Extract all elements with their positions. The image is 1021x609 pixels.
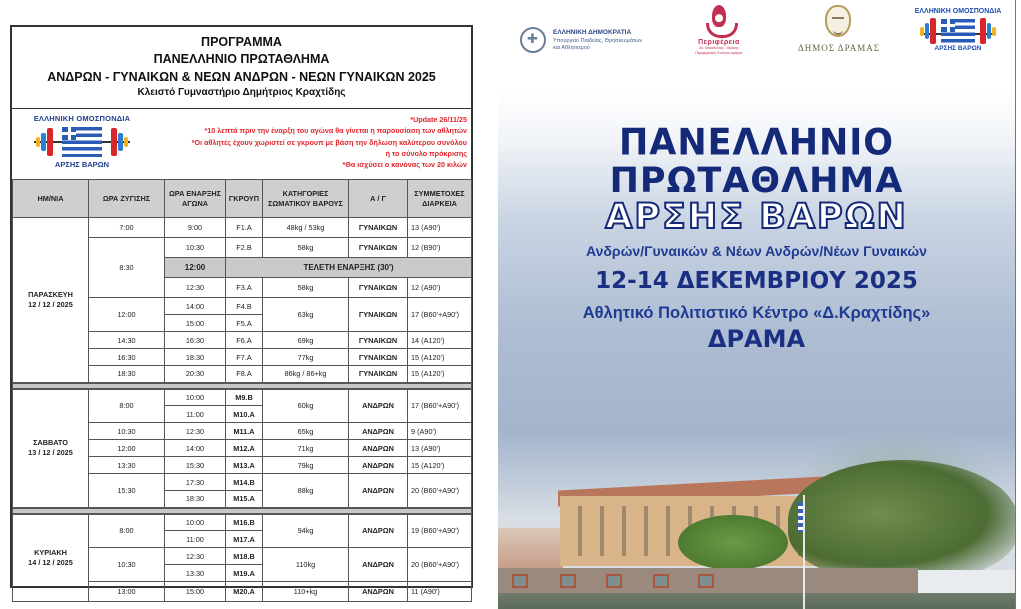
region-ornament-icon [704, 5, 734, 39]
table-row: 18:30 20:30 F8.A 86kg / 86+kg ΓΥΝΑΙΚΩΝ 15 (A120') [13, 366, 472, 383]
day-cell-saturday: ΣΑΒΒΑΤΟ 13 / 12 / 2025 [13, 389, 89, 508]
table-row: 12:30 F3.A 58kg ΓΥΝΑΙΚΩΝ 12 (A90') [13, 278, 472, 298]
table-row: 14:30 16:30 F6.A 69kg ΓΥΝΑΙΚΩΝ 14 (A120') [13, 332, 472, 349]
table-row: 13:00 15:00 M20.A 110+kg ΑΝΔΡΩΝ 11 (A90') [13, 582, 472, 602]
page-divider [1015, 0, 1016, 609]
poster-title-line1: ΠΑΝΕΛΛΗΝΙΟ [618, 122, 895, 164]
table-row: 10:30 12:30 M11.A 65kg ΑΝΔΡΩΝ 9 (A90') [13, 423, 472, 440]
col-start: ΩΡΑ ΕΝΑΡΞΗΣ ΑΓΩΝΑ [165, 180, 226, 218]
table-row: ΣΑΒΒΑΤΟ 13 / 12 / 2025 8:00 10:00 M9.B 60kg ΑΝΔΡΩΝ 17 (B60'+A90') [13, 389, 472, 406]
table-row: ΠΑΡΑΣΚΕΥΗ 12 / 12 / 2025 7:00 9:00 F1.A 48kg / 53kg ΓΥΝΑΙΚΩΝ 13 (A90') [13, 218, 472, 238]
region-logo: Περιφέρεια Αν. Μακεδονίας - Θράκης Περιφερειακή Ενότητα Δράμας [688, 5, 750, 60]
poster-city: ΔΡΑΜΑ [707, 325, 806, 353]
info-band [12, 109, 471, 179]
flagpole [803, 495, 805, 609]
federation-logo-top: ΕΛΛΗΝΙΚΗ ΟΜΟΣΠΟΝΔΙΑ [33, 114, 131, 123]
note-groups-cont: ή το σύνολο πρόκρισης [385, 148, 467, 158]
championship-categories: ΑΝΔΡΩΝ - ΓΥΝΑΙΚΩΝ & ΝΕΩΝ ΑΝΔΡΩΝ - ΝΕΩΝ ΓΥΝΑΙΚΩΝ 2025 [47, 70, 436, 84]
col-weigh-in: ΩΡΑ ΖΥΓΙΣΗΣ [89, 180, 165, 218]
note-20kg-rule: *Θα ισχύσει ο κανόνας των 20 κιλών [342, 160, 467, 170]
greek-flag-icon [798, 502, 803, 532]
table-row: 11:00 M10.A [13, 406, 472, 423]
schedule-header [12, 27, 471, 109]
event-poster [498, 0, 1015, 609]
poster-subtitle: Ανδρών/Γυναικών & Νέων Ανδρών/Νέων Γυναικών [586, 243, 927, 259]
table-row: 16:30 18:30 F7.A 77kg ΓΥΝΑΙΚΩΝ 15 (A120') [13, 349, 472, 366]
table-row: 15:30 17:30 M14.B 88kg ΑΝΔΡΩΝ 20 (B60'+A90') [13, 474, 472, 491]
col-date: ΗΜ/ΝΙΑ [13, 180, 89, 218]
poster-dates: 12-14 ΔΕΚΕΜΒΡΙΟΥ 2025 [595, 268, 918, 294]
sponsor-logos [498, 0, 1015, 70]
col-group: ΓΚΡΟΥΠ [226, 180, 263, 218]
table-row: 13:30 15:30 M13.A 79kg ΑΝΔΡΩΝ 15 (A120') [13, 457, 472, 474]
note-update: *Update 26/11/25 [410, 115, 467, 124]
state-seal-icon [520, 27, 546, 53]
note-presentation: *10 λεπτά πριν την έναρξη του αγώνα θα γίνεται η παρουσίαση των αθλητών [204, 126, 467, 136]
venue-name: Κλειστό Γυμναστήριο Δημήτριος Κραχτίδης [137, 87, 346, 98]
federation-logo-bottom: ΑΡΣΗΣ ΒΑΡΩΝ [54, 160, 110, 169]
federation-logo [26, 114, 138, 174]
municipality-drama-logo: ΔΗΜΟΣ ΔΡΑΜΑΣ [798, 5, 878, 60]
table-row: 12:00 14:00 M12.A 71kg ΑΝΔΡΩΝ 13 (A90') [13, 440, 472, 457]
table-row: 15:00 F5.A [13, 315, 472, 332]
note-groups: *Οι αθλητές έχουν χωριστεί σε γκρουπ με βάση την δήλωση καλύτερου συνόλου [191, 137, 467, 147]
table-row: 12:00 14:00 F4.B 63kg ΓΥΝΑΙΚΩΝ 17 (B60'+A90') [13, 298, 472, 315]
table-row: ΚΥΡΙΑΚΗ 14 / 12 / 2025 8:00 10:00 M16.B 94kg ΑΝΔΡΩΝ 19 (B60'+A90') [13, 514, 472, 531]
federation-logo-poster: ΕΛΛΗΝΙΚΗ ΟΜΟΣΠΟΝΔΙΑ ΑΡΣΗΣ ΒΑΡΩΝ [914, 8, 1002, 52]
table-row: 11:00 M17.A [13, 531, 472, 548]
championship-title: ΠΑΝΕΛΛΗΝΙΟ ΠΡΩΤΑΘΛΗΜΑ [153, 52, 330, 66]
poster-venue: Αθλητικό Πολιτιστικό Κέντρο «Δ.Κραχτίδης» [582, 304, 931, 322]
table-row: 10:30 12:30 M18.B 110kg ΑΝΔΡΩΝ 20 (B60'+A90') [13, 548, 472, 565]
barbell-flag-icon [28, 125, 136, 159]
schedule-notes [192, 114, 467, 170]
opening-ceremony: ΤΕΛΕΤΗ ΕΝΑΡΞΗΣ (30') [226, 258, 472, 278]
col-participants: ΣΥΜΜΕΤΟΧΕΣ ΔΙΑΡΚΕΙΑ [408, 180, 472, 218]
table-header-row [13, 180, 472, 218]
schedule-title: ΠΡΟΓΡΑΜΜΑ [201, 35, 282, 49]
day-cell-friday: ΠΑΡΑΣΚΕΥΗ 12 / 12 / 2025 [13, 218, 89, 383]
col-gender: Α / Γ [349, 180, 408, 218]
table-row: 18:30 M15.A [13, 491, 472, 508]
col-category: ΚΑΤΗΓΟΡΙΕΣ ΣΩΜΑΤΙΚΟΥ ΒΑΡΟΥΣ [263, 180, 349, 218]
poster-title-line2: ΠΡΩΤΑΘΛΗΜΑ [609, 161, 904, 201]
barbell-flag-icon [914, 17, 1002, 45]
table-row: 8:30 10:30 F2.B 58kg ΓΥΝΑΙΚΩΝ 12 (B90') [13, 238, 472, 258]
schedule-sheet [10, 25, 473, 596]
poster-title-line3: ΑΡΣΗΣ ΒΑΡΩΝ [605, 197, 908, 237]
venue-photo [498, 420, 1015, 609]
theatre-mask-icon [825, 5, 851, 37]
table-row-ceremony: 12:00 ΤΕΛΕΤΗ ΕΝΑΡΞΗΣ (30') [13, 258, 472, 278]
schedule-table [12, 179, 472, 602]
table-row: 13:30 M19.A [13, 565, 472, 582]
hellenic-republic-logo: ✚ ΕΛΛΗΝΙΚΗ ΔΗΜΟΚΡΑΤΙΑ Υπουργείο Παιδείας, Θρησκευμάτων και Αθλητισμού [520, 27, 670, 55]
day-cell-sunday: ΚΥΡΙΑΚΗ 14 / 12 / 2025 [13, 514, 89, 602]
